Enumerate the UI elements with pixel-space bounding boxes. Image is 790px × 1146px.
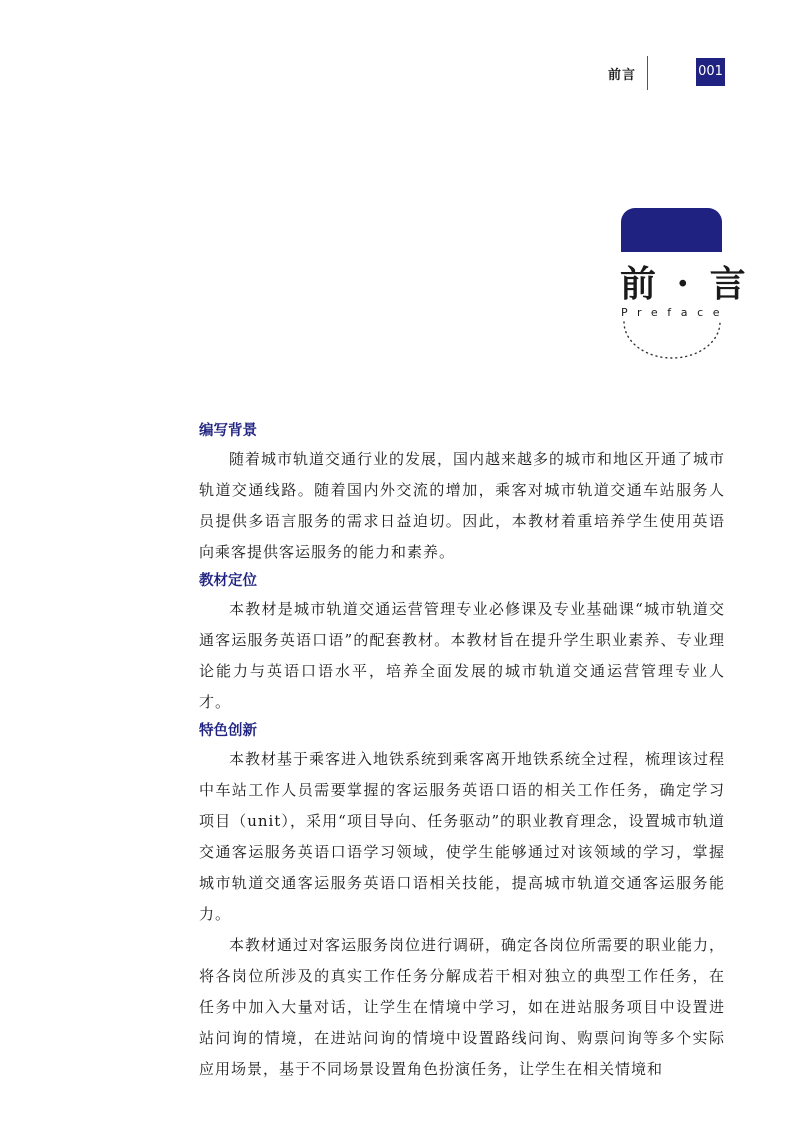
- paragraph: 本教材通过对客运服务岗位进行调研，确定各岗位所需要的职业能力，将各岗位所涉及的真实工作任务分解成若干相对独立的典型工作任务，在任务中加入大量对话，让学生在情境中学习，如在进站服务项目中设置进站问询的情境，在进站问询的情境中设置路线问询、购票问询等多个实际应用场景，基于不同场景设置角色扮演任务，让学生在相关情境和: [199, 936, 726, 1078]
- paragraph: 本教材是城市轨道交通运营管理专业必修课及专业基础课“城市轨道交通客运服务英语口语”的配套教材。本教材旨在提升学生职业素养、专业理论能力与英语口语水平，培养全面发展的城市轨道交通运营管理专业人才。: [199, 600, 725, 711]
- title-tab: [621, 208, 722, 252]
- chapter-title: 前 · 言: [620, 263, 750, 305]
- header-label: 前言: [608, 68, 637, 83]
- section-heading-features: 特色创新: [199, 723, 257, 739]
- header-divider: [647, 56, 648, 90]
- page-number: 001: [696, 58, 725, 86]
- section-heading-background: 编写背景: [199, 423, 257, 439]
- paragraph: 本教材基于乘客进入地铁系统到乘客离开地铁系统全过程，梳理该过程中车站工作人员需要掌握的客运服务英语口语的相关工作任务，确定学习项目（unit），采用“项目导向、任务驱动”的职业教育理念，设置城市轨道交通客运服务英语口语学习领域，使学生能够通过对该领域的学习，掌握城市轨道交通客运服务英语口语相关技能，提高城市轨道交通客运服务能力。: [199, 750, 726, 923]
- chapter-subtitle: Preface: [621, 306, 730, 319]
- dotted-arc-ornament: [620, 318, 724, 360]
- preface-content: [199, 418, 725, 1085]
- section-heading-positioning: 教材定位: [199, 573, 257, 589]
- paragraph: 随着城市轨道交通行业的发展，国内越来越多的城市和地区开通了城市轨道交通线路。随着国内外交流的增加，乘客对城市轨道交通车站服务人员提供多语言服务的需求日益迫切。因此，本教材着重培养学生使用英语向乘客提供客运服务的能力和素养。: [199, 450, 726, 561]
